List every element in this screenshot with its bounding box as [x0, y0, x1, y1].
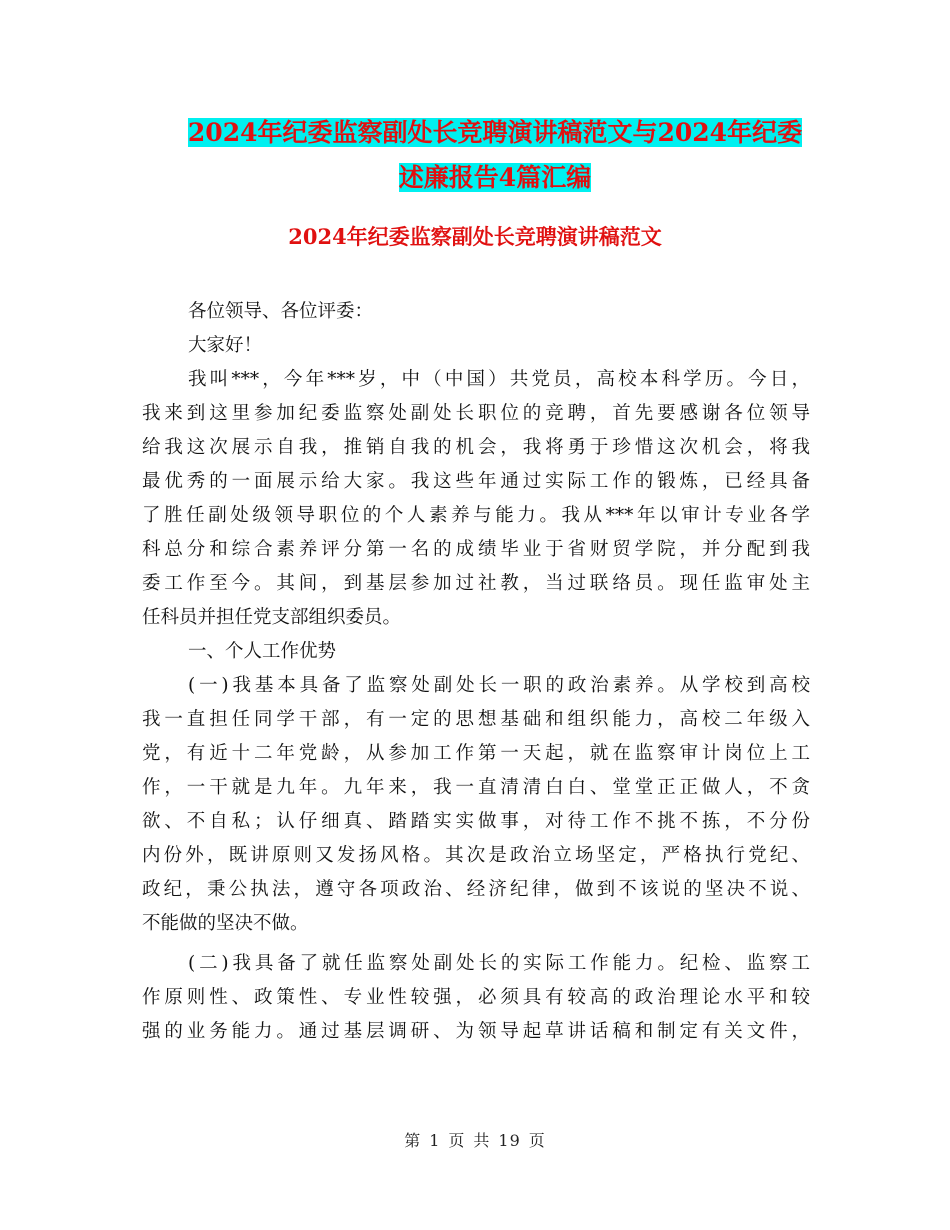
paragraph-line: 给我这次展示自我，推销自我的机会，我将勇于珍惜这次机会，将我: [142, 437, 810, 458]
paragraph-line: 了胜任副处级领导职位的个人素养与能力。我从***年以审计专业各学: [142, 505, 810, 526]
paragraph-line: 内份外，既讲原则又发扬风格。其次是政治立场坚定，严格执行党纪、: [142, 845, 810, 866]
document-title: [140, 110, 850, 200]
paragraph-line: 作，一干就是九年。九年来，我一直清清白白、堂堂正正做人，不贪: [142, 777, 810, 798]
paragraph-line: 不能做的坚决不做。: [142, 913, 309, 934]
paragraph-line: 科总分和综合素养评分第一名的成绩毕业于省财贸学院，并分配到我: [142, 539, 810, 560]
paragraph-line: 委工作至今。其间，到基层参加过社教，当过联络员。现任监审处主: [142, 573, 810, 594]
section-title: 2024年纪委监察副处长竞聘演讲稿范文: [288, 224, 662, 249]
document-body: [142, 295, 810, 1049]
page-footer: [0, 1128, 950, 1151]
paragraph-line: 欲、不自私；认仔细真、踏踏实实做事，对待工作不挑不拣，不分份: [142, 811, 810, 832]
paragraph-line: 最优秀的一面展示给大家。我这些年通过实际工作的锻炼，已经具备: [142, 471, 810, 492]
total-label: 共: [473, 1131, 491, 1150]
page-label-suffix: 页: [528, 1131, 546, 1150]
paragraph-line: 党，有近十二年党龄，从参加工作第一天起，就在监察审计岗位上工: [142, 743, 810, 764]
page-label-prefix: 第: [404, 1131, 422, 1150]
section-heading: 一、个人工作优势: [188, 641, 337, 662]
paragraph-line: 作原则性、政策性、专业性较强，必须具有较高的政治理论水平和较: [142, 987, 810, 1008]
page-label-mid: 页: [448, 1131, 466, 1150]
greeting-line: 大家好！: [188, 335, 263, 356]
paragraph-line: (一)我基本具备了监察处副处长一职的政治素养。从学校到高校: [188, 675, 810, 696]
paragraph-line: 我一直担任同学干部，有一定的思想基础和组织能力，高校二年级入: [142, 709, 810, 730]
salutation-line: 各位领导、各位评委：: [188, 301, 374, 322]
paragraph-line: 我来到这里参加纪委监察处副处长职位的竞聘，首先要感谢各位领导: [142, 403, 810, 424]
paragraph-line: 政纪，秉公执法，遵守各项政治、经济纪律，做到不该说的坚决不说、: [142, 879, 810, 900]
total-pages: 19: [498, 1131, 521, 1150]
page-number: 1: [429, 1131, 441, 1150]
paragraph-line: 任科员并担任党支部组织委员。: [142, 607, 402, 628]
document-title-line-2: 述廉报告4篇汇编: [398, 163, 592, 192]
document-title-line-1: 2024年纪委监察副处长竞聘演讲稿范文与2024年纪委: [187, 118, 803, 147]
paragraph-line: 我叫***，今年***岁，中（中国）共党员，高校本科学历。今日，: [188, 369, 810, 390]
paragraph-line: 强的业务能力。通过基层调研、为领导起草讲话稿和制定有关文件，: [142, 1021, 810, 1042]
paragraph-line: (二)我具备了就任监察处副处长的实际工作能力。纪检、监察工: [188, 953, 810, 974]
